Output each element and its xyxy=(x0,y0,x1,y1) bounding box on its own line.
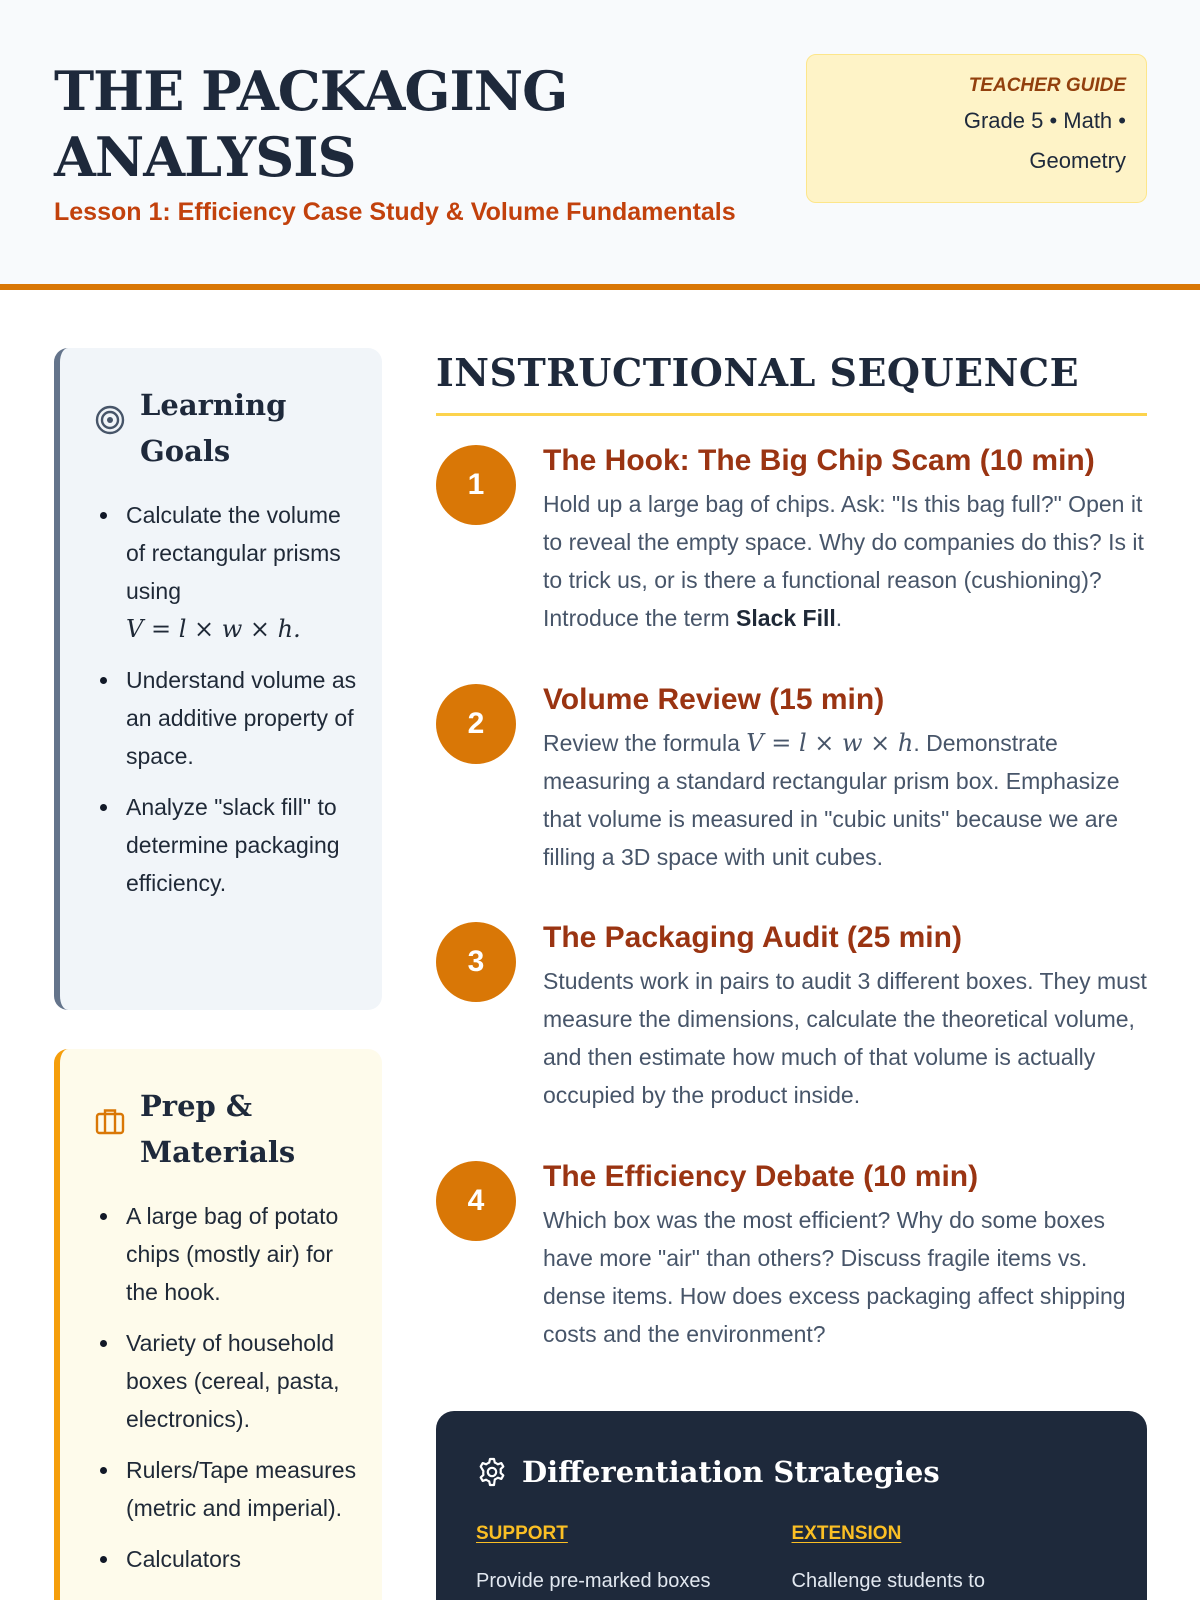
page-header xyxy=(0,0,1200,290)
section-divider xyxy=(436,413,1147,416)
learning-goals-list xyxy=(94,496,360,902)
step-title: Volume Review (15 min) xyxy=(543,683,885,716)
step-text-part: . xyxy=(835,605,843,631)
differentiation-columns xyxy=(476,1523,1107,1597)
support-column xyxy=(476,1523,792,1597)
list-item: Rulers/Tape measures (metric and imperial). xyxy=(94,1451,360,1527)
differentiation-card xyxy=(436,1411,1147,1600)
goal-text: Understand volume as an additive property of space. xyxy=(126,667,357,769)
step-text-part: . Demonstrate measuring a standard rectangular prism box. Emphasize that volume is measured in "cubic units" because we are filling a 3D space with unit cubes. xyxy=(543,730,1120,870)
teacher-guide-badge xyxy=(806,54,1147,203)
goal-text: Calculate the volume of rectangular prisms using xyxy=(126,502,341,604)
prep-materials-header xyxy=(94,1083,360,1175)
support-text: Provide pre-marked boxes xyxy=(476,1570,711,1592)
volume-formula: V = l × w × h. xyxy=(126,615,301,643)
key-term: Slack Fill xyxy=(736,605,836,631)
list-item xyxy=(94,661,360,775)
step-text-part: Review the formula xyxy=(543,730,747,756)
step-body xyxy=(543,918,1147,1114)
step-body xyxy=(543,1157,1147,1353)
step-number: 2 xyxy=(436,684,516,764)
list-item: Variety of household boxes (cereal, pasta, electronics). xyxy=(94,1324,360,1438)
volume-formula: V = l × w × h xyxy=(746,729,914,757)
list-item: A large bag of potato chips (mostly air) for the hook. xyxy=(94,1197,360,1311)
section-title: INSTRUCTIONAL SEQUENCE xyxy=(436,350,1080,395)
learning-goals-title: Learning Goals xyxy=(140,388,287,468)
prep-materials-card xyxy=(54,1049,382,1600)
step-number: 1 xyxy=(436,445,516,525)
extension-label: EXTENSION xyxy=(791,1523,902,1544)
gear-icon xyxy=(476,1456,508,1488)
list-item xyxy=(94,788,360,902)
step-text xyxy=(543,485,1147,637)
prep-materials-title: Prep & Materials xyxy=(140,1089,296,1169)
differentiation-header xyxy=(476,1455,1107,1489)
lesson-subtitle: Lesson 1: Efficiency Case Study & Volume Fundamentals xyxy=(54,198,736,226)
target-icon xyxy=(94,404,126,436)
differentiation-title: Differentiation Strategies xyxy=(522,1455,940,1489)
briefcase-icon xyxy=(94,1105,126,1137)
page-title: THE PACKAGING ANALYSIS xyxy=(54,59,568,189)
prep-materials-list xyxy=(94,1197,360,1578)
step-body xyxy=(543,441,1147,637)
list-item: Calculators xyxy=(94,1540,360,1578)
extension-column xyxy=(792,1523,1108,1597)
step-title: The Hook: The Big Chip Scam (10 min) xyxy=(543,444,1095,477)
badge-label: TEACHER GUIDE xyxy=(968,75,1126,96)
learning-goals-card xyxy=(54,348,382,1010)
step-text: Which box was the most efficient? Why do some boxes have more "air" than others? Discuss fragile items vs. dense items. How does excess packaging affect shipping costs and the environment? xyxy=(543,1207,1126,1347)
support-label: SUPPORT xyxy=(476,1523,568,1544)
step-title: The Packaging Audit (25 min) xyxy=(543,921,962,954)
step-text: Students work in pairs to audit 3 different boxes. They must measure the dimensions, calculate the theoretical volume, and then estimate how much of that volume is actually occupied by the product inside. xyxy=(543,968,1147,1108)
extension-text: Challenge students to xyxy=(791,1570,985,1592)
step-text-part: Hold up a large bag of chips. Ask: "Is this bag full?" Open it to reveal the empty space. Why do companies do this? Is it to trick us, or is there a functional reason (cushioning)? Introduce the term xyxy=(543,491,1144,631)
step-text xyxy=(543,724,1147,876)
list-item xyxy=(94,496,360,648)
step-title: The Efficiency Debate (10 min) xyxy=(543,1160,979,1193)
step-number: 4 xyxy=(436,1161,516,1241)
step-number: 3 xyxy=(436,922,516,1002)
goal-text: Analyze "slack fill" to determine packaging efficiency. xyxy=(126,794,340,896)
learning-goals-header xyxy=(94,382,360,474)
badge-meta: Grade 5 • Math • Geometry xyxy=(963,108,1126,173)
step-body xyxy=(543,680,1147,876)
